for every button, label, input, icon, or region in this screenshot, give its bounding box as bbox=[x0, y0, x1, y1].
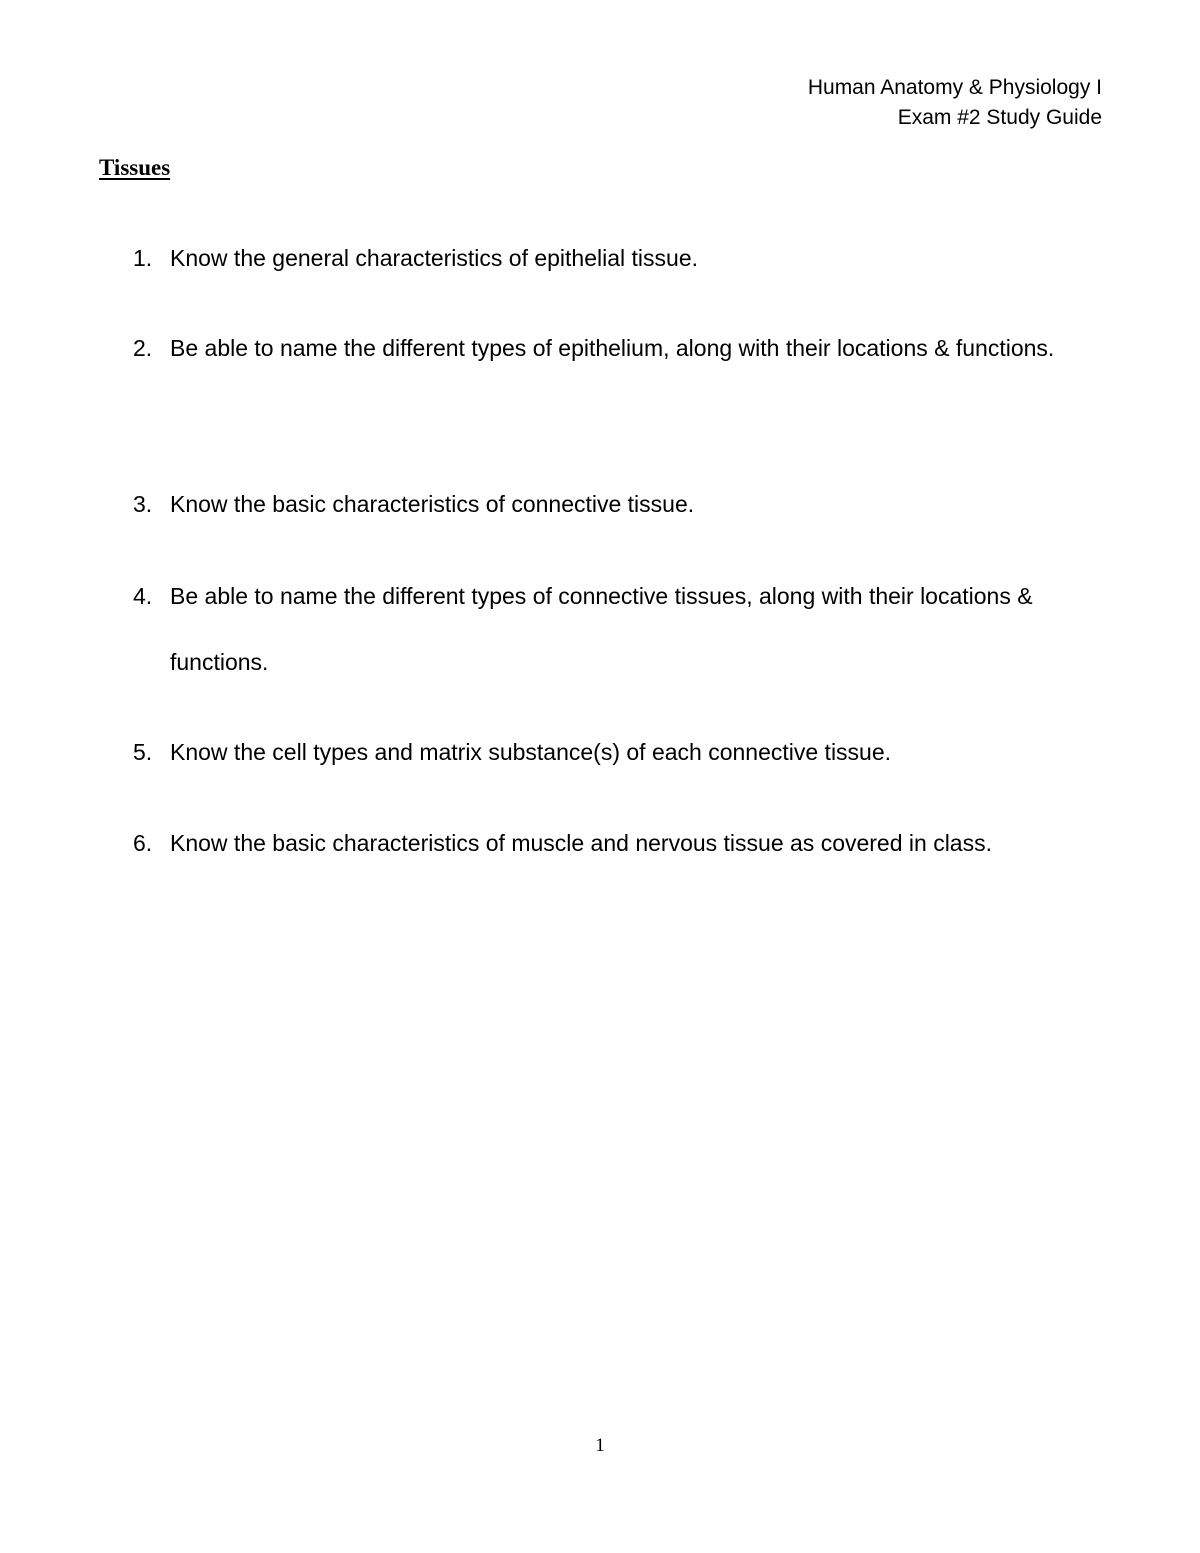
list-item bbox=[133, 225, 1108, 291]
list-item-text: Know the basic characteristics of muscle and nervous tissue as covered in class. bbox=[170, 830, 992, 856]
guide-title: Exam #2 Study Guide bbox=[897, 106, 1102, 129]
list-item-text: Know the general characteristics of epithelial tissue. bbox=[170, 245, 699, 271]
list-item-number: 6. bbox=[133, 830, 153, 856]
page-number: 1 bbox=[595, 1435, 605, 1456]
list-item bbox=[133, 563, 1108, 695]
list-item bbox=[133, 315, 1108, 381]
list-item bbox=[133, 719, 1108, 785]
list-item-number: 1. bbox=[133, 245, 153, 271]
page-header bbox=[808, 73, 1102, 133]
list-item-number: 5. bbox=[133, 739, 153, 765]
list-item-text: Know the cell types and matrix substance(s) of each connective tissue. bbox=[170, 739, 892, 765]
course-title: Human Anatomy & Physiology I bbox=[807, 76, 1102, 99]
list-item bbox=[133, 810, 1108, 876]
list-item bbox=[133, 471, 1108, 537]
list-item-number: 3. bbox=[133, 491, 153, 517]
list-item-text: Know the basic characteristics of connective tissue. bbox=[170, 491, 695, 517]
list-item-number: 4. bbox=[133, 583, 153, 609]
section-heading: Tissues bbox=[99, 155, 171, 180]
list-item-number: 2. bbox=[133, 335, 153, 361]
list-item-text: Be able to name the different types of connective tissues, along with their locations & functions. bbox=[170, 583, 1033, 675]
list-item-text: Be able to name the different types of epithelium, along with their locations & functions. bbox=[170, 335, 1055, 361]
